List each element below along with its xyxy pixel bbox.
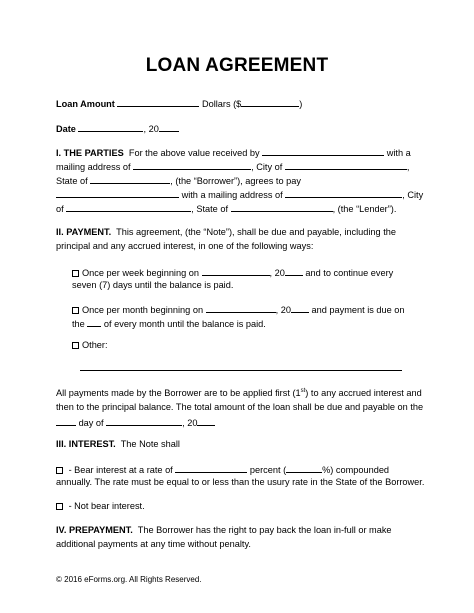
parties-line-3: State of , (the “Borrower”), agrees to pay xyxy=(56,176,301,186)
interest-option-bear: - Bear interest at a rate of percent ( %) compounded xyxy=(56,463,389,476)
payment-option-monthly: Once per month beginning on , 20 and payment is due on xyxy=(72,303,404,316)
other-terms-blank[interactable] xyxy=(80,370,402,371)
bear-interest-checkbox[interactable] xyxy=(56,467,63,474)
prepayment-line-2: additional payments at any time without penalty. xyxy=(56,539,251,549)
due-day-blank[interactable] xyxy=(56,416,76,426)
document-title: LOAN AGREEMENT xyxy=(145,55,329,76)
payment-application-line-3: day of , 20 xyxy=(56,416,215,429)
loan-amount-number-blank[interactable] xyxy=(241,97,299,107)
weekly-start-blank[interactable] xyxy=(202,266,270,276)
parties-heading: I. THE PARTIES xyxy=(56,148,124,158)
loan-amount-words-blank[interactable] xyxy=(117,97,199,107)
payment-line-2: principal and any accrued interest, in one of the following ways: xyxy=(56,241,314,251)
payment-option-monthly-line-2: the of every month until the balance is paid. xyxy=(72,319,266,329)
borrower-state-blank[interactable] xyxy=(231,202,333,212)
weekly-checkbox[interactable] xyxy=(72,270,79,277)
parties-line-1: I. THE PARTIES For the above value received by with a xyxy=(56,148,411,158)
payment-application-line-1: All payments made by the Borrower are to be applied first (1st) to any accrued interest and xyxy=(56,387,422,398)
date-year-blank[interactable] xyxy=(159,122,179,132)
no-interest-checkbox[interactable] xyxy=(56,503,63,510)
borrower-address-blank[interactable] xyxy=(285,188,402,198)
loan-amount-label: Loan Amount xyxy=(56,99,115,109)
lender-name-blank[interactable] xyxy=(262,146,384,156)
interest-rate-words-blank[interactable] xyxy=(175,463,247,473)
interest-option-bear-line-2: annually. The rate must be equal to or less than the usury rate in the State of the Borrower. xyxy=(56,477,425,487)
interest-line: III. INTEREST. The Note shall xyxy=(56,439,180,449)
monthly-checkbox[interactable] xyxy=(72,307,79,314)
payment-heading: II. PAYMENT. xyxy=(56,227,112,237)
payment-line-1: II. PAYMENT. This agreement, (the “Note”), shall be due and payable, including the xyxy=(56,227,396,237)
due-year-blank[interactable] xyxy=(197,416,215,426)
borrower-city-blank[interactable] xyxy=(66,202,191,212)
lender-city-blank[interactable] xyxy=(285,160,407,170)
monthly-year-blank[interactable] xyxy=(291,303,309,313)
payment-option-weekly-line-2: seven (7) days until the balance is paid. xyxy=(72,280,234,290)
other-checkbox[interactable] xyxy=(72,342,79,349)
monthly-start-blank[interactable] xyxy=(206,303,276,313)
interest-heading: III. INTEREST. xyxy=(56,439,116,449)
interest-option-none: - Not bear interest. xyxy=(56,501,145,512)
prepayment-line-1: IV. PREPAYMENT. The Borrower has the right to pay back the loan in-full or make xyxy=(56,525,392,535)
date-blank[interactable] xyxy=(78,122,143,132)
payment-option-other: Other: xyxy=(72,340,108,351)
dollars-label: Dollars ($ xyxy=(201,99,242,109)
borrower-name-blank[interactable] xyxy=(56,188,179,198)
loan-amount-line: Loan Amount Dollars ($ ) xyxy=(56,99,303,109)
due-month-blank[interactable] xyxy=(106,416,182,426)
interest-rate-number-blank[interactable] xyxy=(286,463,322,473)
payment-application-line-2: then to the principal balance. The total amount of the loan shall be due and payable on the xyxy=(56,402,424,412)
parties-line-5: of , State of , (the “Lender”). xyxy=(56,204,397,214)
parties-line-4: with a mailing address of , City xyxy=(56,188,423,201)
prepayment-heading: IV. PREPAYMENT. xyxy=(56,525,133,535)
lender-state-blank[interactable] xyxy=(90,174,170,184)
date-label: Date xyxy=(56,124,76,134)
copyright-footer: © 2016 eForms.org. All Rights Reserved. xyxy=(56,575,202,584)
weekly-year-blank[interactable] xyxy=(285,266,303,276)
payment-option-weekly: Once per week beginning on , 20 and to continue every xyxy=(72,266,393,279)
parties-line-2: mailing address of , City of , xyxy=(56,162,410,172)
date-line: Date , 20 xyxy=(56,122,179,135)
monthly-day-blank[interactable] xyxy=(87,317,101,327)
lender-address-blank[interactable] xyxy=(133,160,251,170)
